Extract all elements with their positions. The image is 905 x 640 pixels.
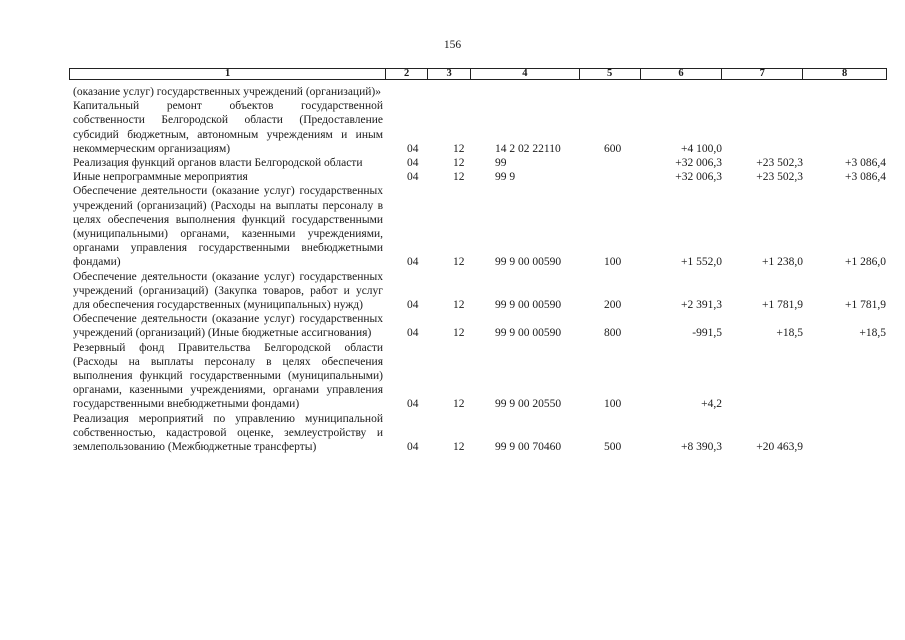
cell-sum-col-7: +20 463,9 (756, 441, 803, 454)
row-description: Капитальный ремонт объектов государственной собственности Белгородской области (Предоставление субсидий бюджетным, автономным учреждениям и иным некоммерческим организациям) (73, 100, 383, 155)
table-row (0, 85, 905, 99)
cell-sum-col-6: +32 006,3 (675, 157, 722, 170)
row-description: (оказание услуг) государственных учреждений (организаций)» (73, 86, 381, 98)
row-description: Резервный фонд Правительства Белгородской области (Расходы на выплаты персоналу в целях обеспечения выполнения функций государственными (муниципальными) органами, казенными учреждениями, органами управления государственными внебюджетными фондами) (73, 341, 383, 411)
cell-target-article: 14 2 02 22110 (495, 142, 561, 155)
cell-podrazdel: 12 (453, 327, 465, 340)
cell-sum-col-8: +3 086,4 (845, 157, 886, 170)
cell-target-article: 99 (495, 157, 507, 170)
header-col-3: 3 (428, 69, 471, 79)
table-row (0, 312, 905, 340)
header-col-4: 4 (471, 69, 580, 79)
cell-target-article: 99 9 00 00590 (495, 299, 562, 312)
cell-razdel: 04 (407, 327, 419, 340)
table-row (0, 412, 905, 455)
header-col-6: 6 (641, 69, 723, 79)
cell-sum-col-6: +4 100,0 (681, 142, 722, 155)
row-description: Обеспечение деятельности (оказание услуг) государственных учреждений (организаций) (Расходы на выплаты персоналу в целях обеспечения выполнения функций государственными (муниципальными) органами, казенными учреждениями, органами управления государственными внебюджетными фондами) (73, 185, 383, 269)
header-col-8: 8 (841, 68, 848, 79)
cell-sum-col-6: +2 391,3 (681, 299, 722, 312)
cell-sum-col-8: +3 086,4 (845, 171, 886, 184)
table-body (0, 85, 905, 454)
table-row (0, 341, 905, 412)
cell-expense-type: 200 (604, 299, 622, 312)
cell-sum-col-6: +1 552,0 (681, 256, 722, 269)
cell-expense-type: 800 (604, 327, 622, 340)
header-col-5: 5 (580, 69, 641, 79)
row-description: Обеспечение деятельности (оказание услуг) государственных учреждений (организаций) (Иные бюджетные ассигнования) (73, 313, 383, 340)
cell-target-article: 99 9 00 00590 (495, 256, 562, 269)
cell-podrazdel: 12 (453, 171, 465, 184)
cell-expense-type: 100 (604, 398, 622, 411)
cell-expense-type: 600 (604, 142, 622, 155)
cell-razdel: 04 (407, 441, 419, 454)
table-row (0, 170, 905, 184)
cell-razdel: 04 (407, 142, 419, 155)
table-row (0, 99, 905, 156)
cell-expense-type: 100 (604, 256, 622, 269)
cell-target-article: 99 9 00 20550 (495, 398, 562, 411)
row-description: Реализация мероприятий по управлению муниципальной собственностью, кадастровой оценке, землеустройству и землепользованию (Межбюджетные трансферты) (73, 412, 383, 454)
header-col-2: 2 (386, 69, 428, 79)
header-col-1: 1 (70, 69, 386, 79)
table-row (0, 156, 905, 170)
cell-sum-col-8: +1 286,0 (845, 256, 886, 269)
cell-podrazdel: 12 (453, 256, 465, 269)
cell-sum-col-8: +1 781,9 (845, 299, 886, 312)
cell-podrazdel: 12 (453, 142, 465, 155)
cell-razdel: 04 (407, 256, 419, 269)
row-description: Реализация функций органов власти Белгородской области (73, 157, 363, 170)
cell-sum-col-6: +32 006,3 (675, 171, 722, 184)
cell-razdel: 04 (407, 157, 419, 170)
cell-target-article: 99 9 00 70460 (495, 441, 562, 454)
table-row (0, 184, 905, 269)
cell-sum-col-7: +1 781,9 (762, 299, 803, 312)
cell-expense-type: 500 (604, 441, 622, 454)
page-number: 156 (443, 39, 462, 51)
cell-target-article: 99 9 00 00590 (495, 327, 562, 340)
cell-sum-col-6: +8 390,3 (681, 441, 722, 454)
cell-podrazdel: 12 (453, 398, 465, 411)
cell-podrazdel: 12 (453, 441, 465, 454)
cell-sum-col-8: +18,5 (859, 327, 886, 340)
row-description: Иные непрограммные мероприятия (73, 171, 248, 184)
cell-sum-col-6: -991,5 (692, 327, 722, 340)
header-col-7: 7 (722, 69, 803, 79)
cell-sum-col-7: +23 502,3 (756, 157, 803, 170)
cell-razdel: 04 (407, 299, 419, 312)
cell-sum-col-7: +1 238,0 (762, 256, 803, 269)
cell-razdel: 04 (407, 171, 419, 184)
row-description: Обеспечение деятельности (оказание услуг) государственных учреждений (организаций) (Закупка товаров, работ и услуг для обеспечения государственных (муниципальных) нужд) (73, 270, 383, 312)
cell-sum-col-7: +18,5 (776, 327, 803, 340)
cell-target-article: 99 9 (495, 171, 516, 184)
cell-sum-col-6: +4,2 (701, 398, 722, 411)
table-row (0, 270, 905, 313)
cell-podrazdel: 12 (453, 299, 465, 312)
cell-sum-col-7: +23 502,3 (756, 171, 803, 184)
table-header (69, 68, 887, 80)
cell-podrazdel: 12 (453, 157, 465, 170)
cell-razdel: 04 (407, 398, 419, 411)
